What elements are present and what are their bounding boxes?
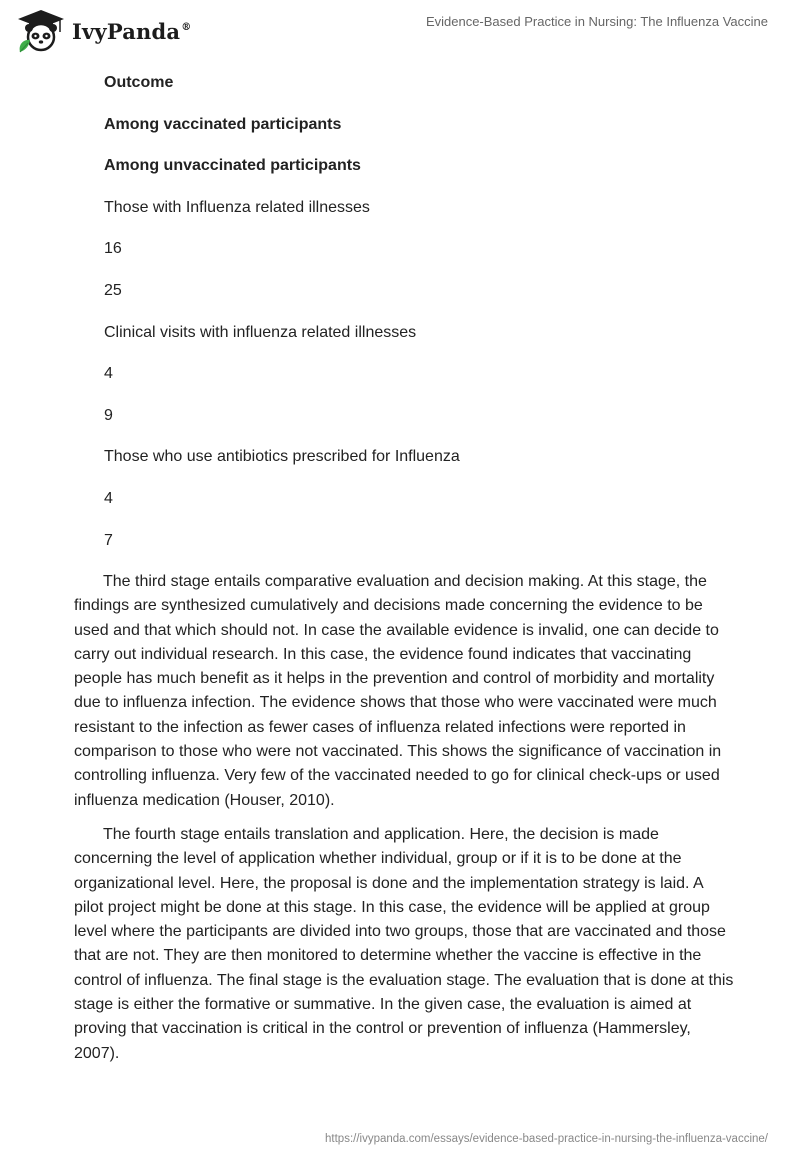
table-cell: 4 — [104, 489, 113, 507]
body-text — [74, 570, 734, 1076]
table-cell: 25 — [104, 281, 122, 299]
outcome-table — [104, 72, 744, 571]
paragraph-fourth-stage: The fourth stage entails translation and application. Here, the decision is made concerning the level of application whether individual, group or if it is to be done at the organizational level. Here, the proposal is done and the implementation strategy is laid. A pilot project might be done at this stage. In this case, the evidence will be applied at group level where the participants are divided into two groups, those that are vaccinated and those that are not. They are then monitored to determine whether the vaccine is effective in the control of influenza. The final stage is the evaluation stage. The evaluation that is done at this stage is either the formative or summative. In the given case, the evaluation is aimed at proving that vaccination is critical in the control or prevention of influenza (Hammersley, 2007). — [74, 825, 734, 1062]
table-header-vaccinated: Among vaccinated participants — [104, 115, 342, 133]
table-cell: 4 — [104, 365, 113, 383]
brand-logo[interactable] — [14, 8, 191, 54]
table-row-label: Those who use antibiotics prescribed for Influenza — [104, 448, 460, 466]
table-cell: 16 — [104, 240, 122, 258]
table-row-label: Clinical visits with influenza related illnesses — [104, 323, 417, 341]
table-header-unvaccinated: Among unvaccinated participants — [104, 157, 361, 175]
table-cell: 7 — [104, 531, 113, 549]
table-row-label: Those with Influenza related illnesses — [104, 198, 370, 216]
brand-wordmark: IvyPanda® — [72, 18, 192, 44]
source-url[interactable]: https://ivypanda.com/essays/evidence-based-practice-in-nursing-the-influenza-vaccine/ — [325, 1133, 768, 1145]
table-cell: 9 — [104, 406, 113, 424]
paragraph-third-stage: The third stage entails comparative evaluation and decision making. At this stage, the findings are synthesized cumulatively and decisions made concerning the evidence to be used and that which should not. In case the available evidence is invalid, one can decide to carry out individual research. In this case, the evidence found indicates that vaccinating people has much benefit as it helps in the prevention and control of morbidity and mortality due to influenza infection. The evidence shows that those who were vaccinated were much resistant to the infection as fewer cases of influenza related infections were reported in comparison to those who were not vaccinated. This shows the significance of vaccination in controlling influenza. Very few of the vaccinated needed to go for clinical check-ups or used influenza medication (Houser, 2010). — [74, 573, 722, 809]
table-header-outcome: Outcome — [104, 74, 174, 91]
running-title: Evidence-Based Practice in Nursing: The Influenza Vaccine — [425, 14, 768, 29]
panda-graduate-icon — [14, 8, 68, 54]
